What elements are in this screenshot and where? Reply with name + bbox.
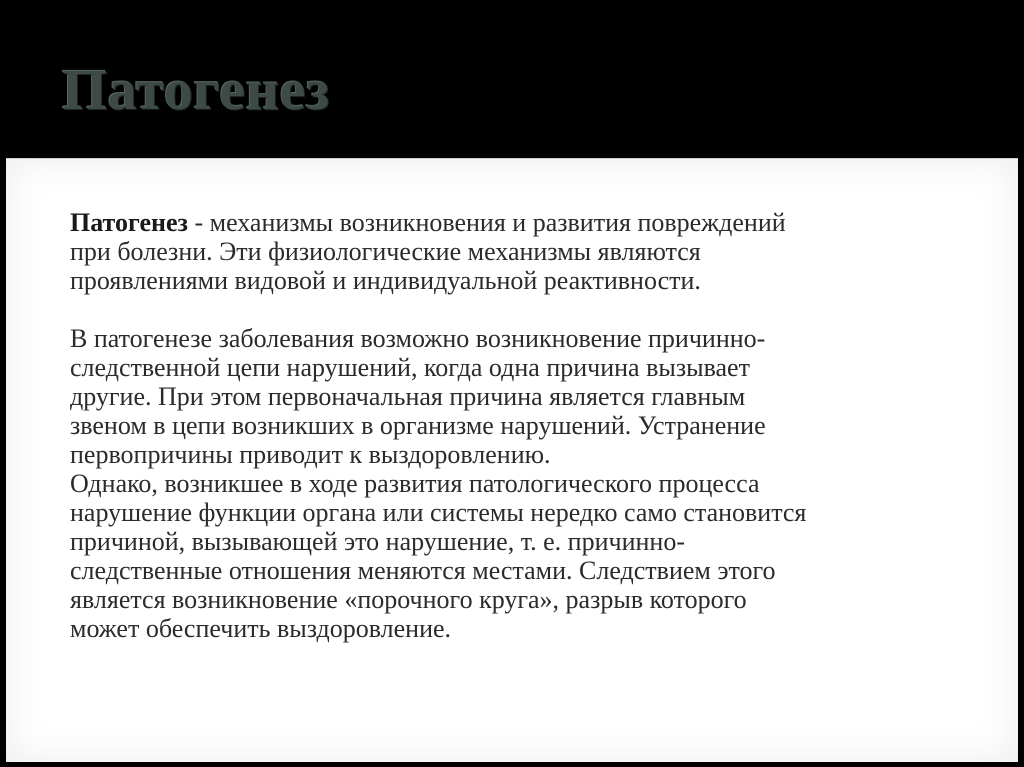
paragraph-3-line: является возникновение «порочного круга», разрыв которого	[70, 585, 747, 614]
term-pathogenesis: Патогенез	[70, 208, 188, 237]
content-panel	[6, 158, 1018, 762]
definition-text: - механизмы возникновения и развития повреждений	[187, 208, 786, 237]
paragraph-3-line: причиной, вызывающей это нарушение, т. е. причинно-	[70, 527, 685, 556]
paragraph-2-line: следственной цепи нарушений, когда одна причина вызывает	[70, 353, 750, 382]
paragraph-2-line: звеном в цепи возникших в организме нарушений. Устранение	[70, 411, 766, 440]
body-text	[70, 208, 970, 643]
paragraph-1-line-1	[70, 208, 970, 237]
title-bar	[0, 0, 1024, 158]
paragraph-3-line: может обеспечить выздоровление.	[70, 614, 452, 643]
paragraph-2-line: В патогенезе заболевания возможно возникновение причинно-	[70, 324, 766, 353]
paragraph-3-line: Однако, возникшее в ходе развития патологического процесса	[70, 469, 760, 498]
paragraph-2-line: первопричины приводит к выздоровлению.	[70, 440, 551, 469]
paragraph-gap	[70, 295, 970, 324]
paragraph-1-line-3: проявлениями видовой и индивидуальной реактивности.	[70, 266, 701, 295]
paragraph-3-line: следственные отношения меняются местами. Следствием этого	[70, 556, 776, 585]
paragraph-3-line: нарушение функции органа или системы нередко само становится	[70, 498, 807, 527]
slide-title: Патогенез	[62, 57, 330, 122]
paragraph-2-line: другие. При этом первоначальная причина является главным	[70, 382, 746, 411]
paragraph-1-line-2: при болезни. Эти физиологические механизмы являются	[70, 237, 701, 266]
